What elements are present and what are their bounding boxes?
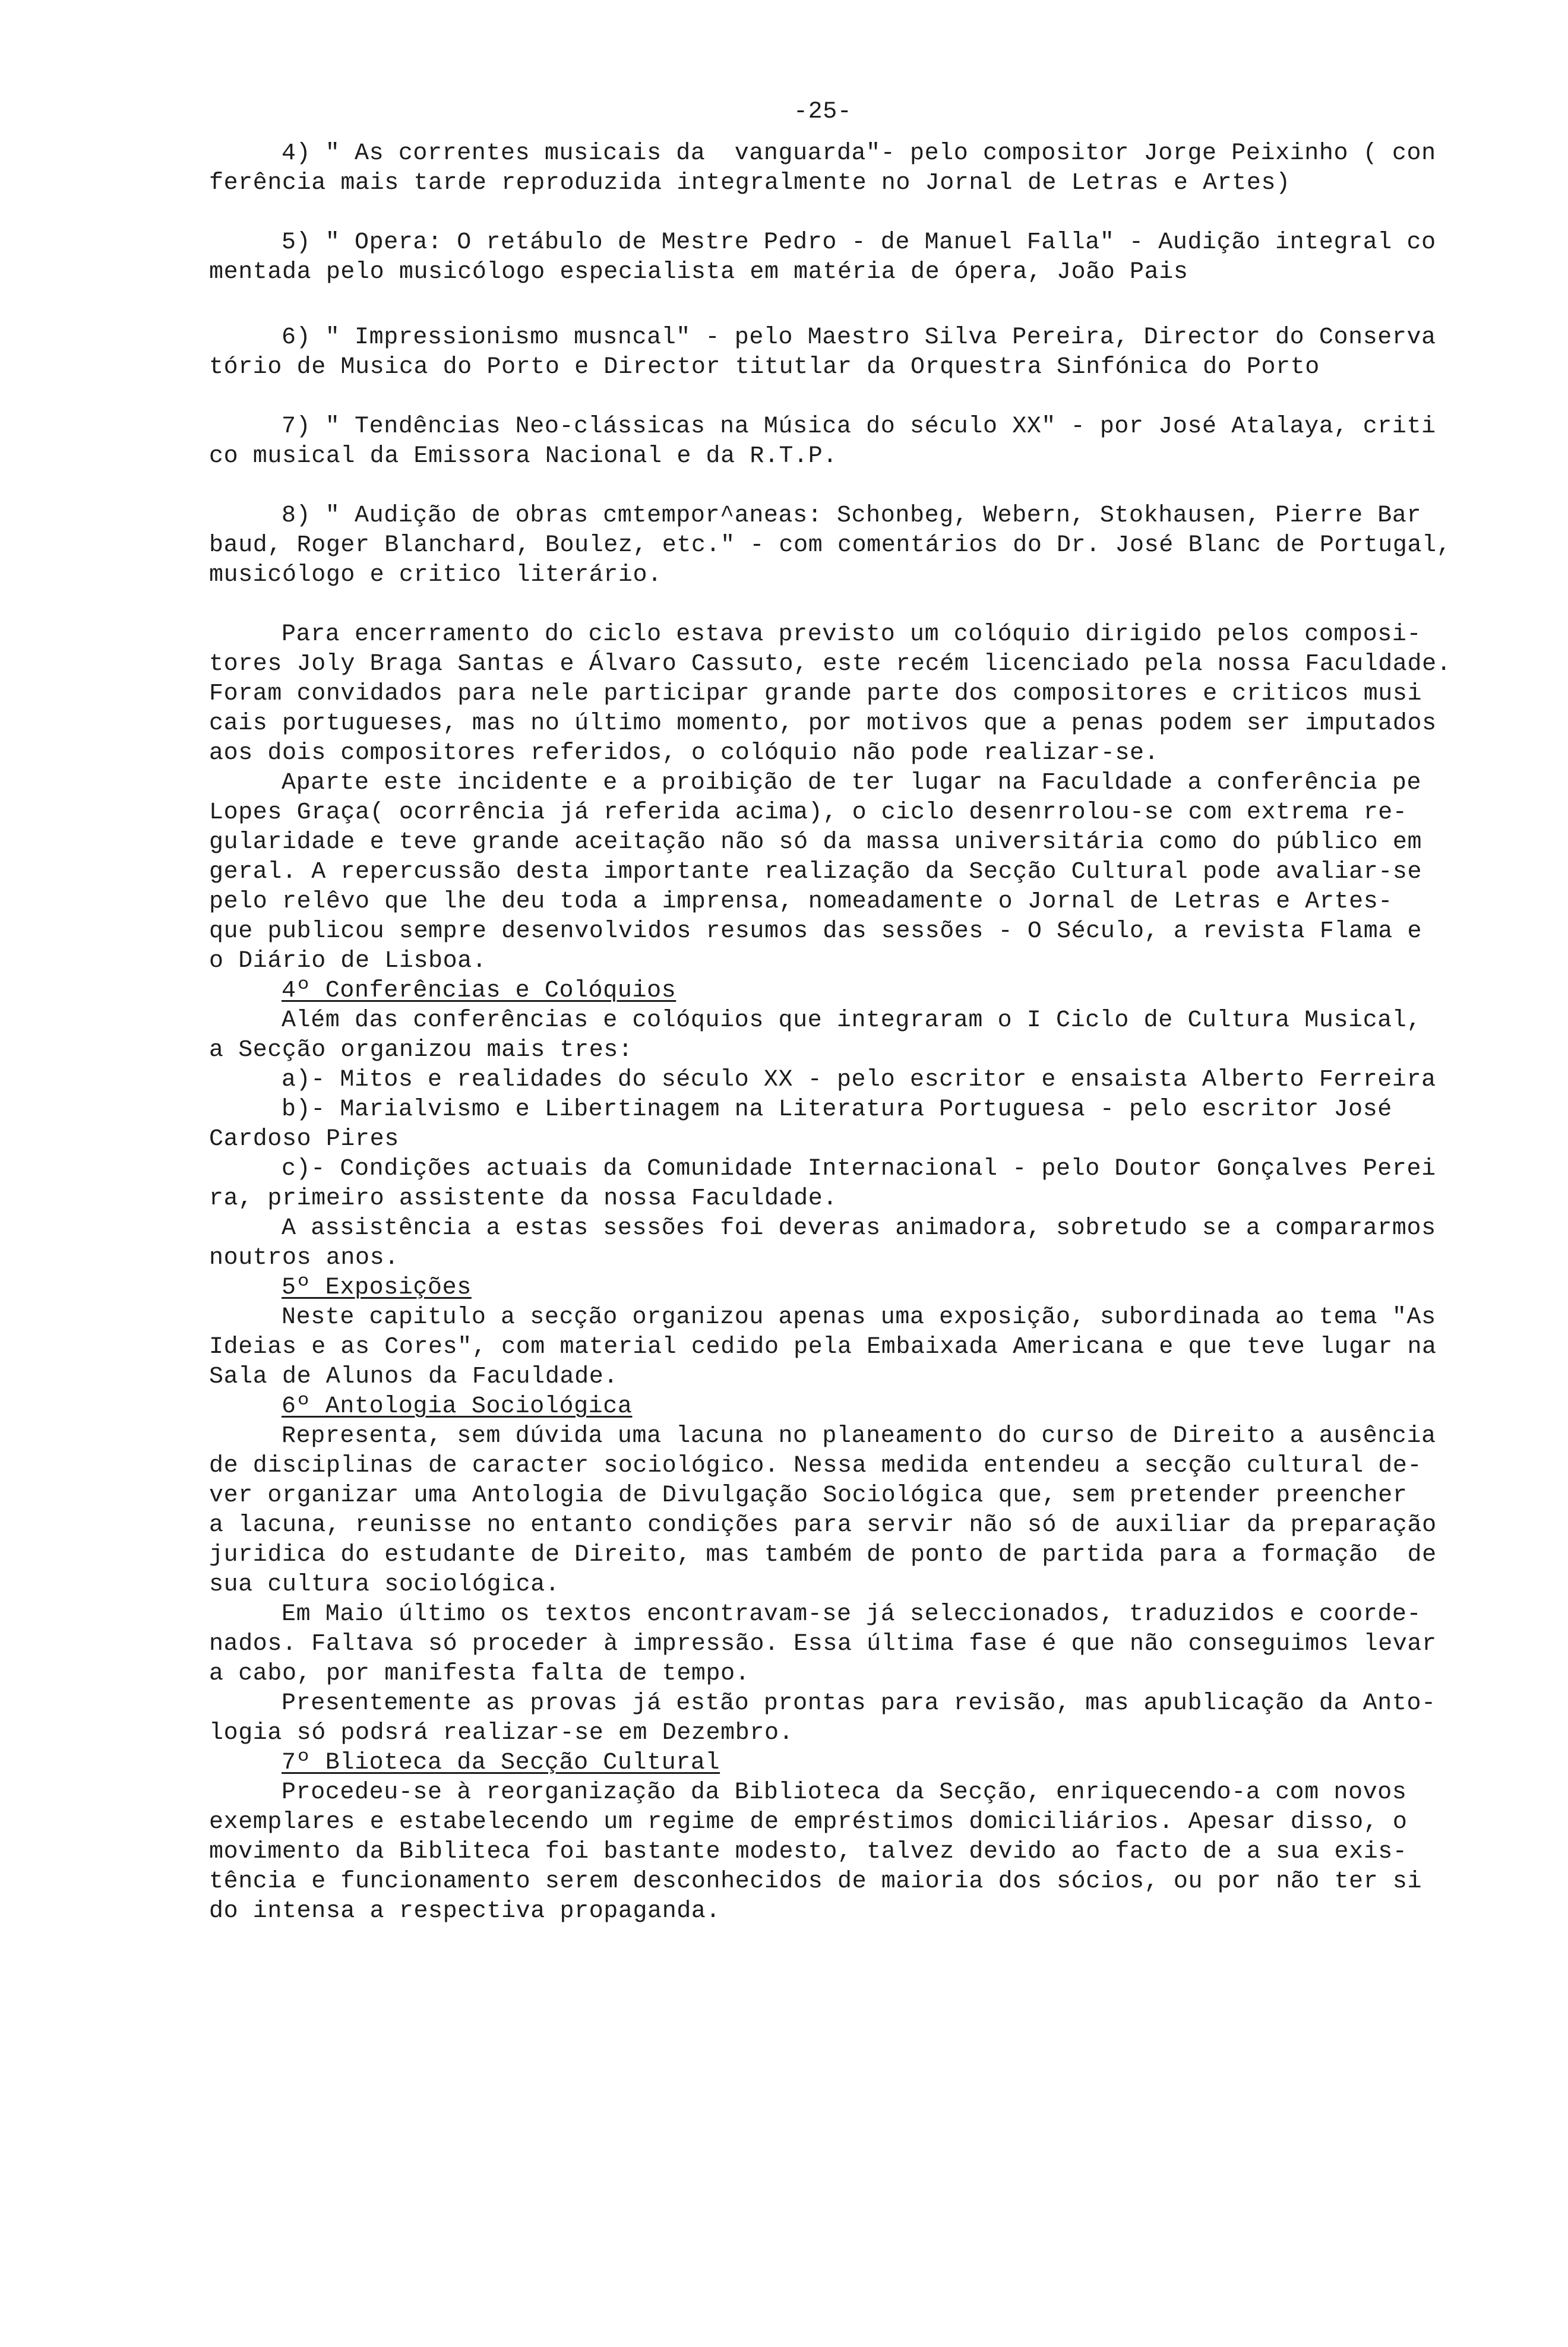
- body-line: que publicou sempre desenvolvidos resumos das sessões - O Século, a revista Flama e: [209, 918, 1422, 945]
- body-line: tores Joly Braga Santas e Álvaro Cassuto, este recém licenciado pela nossa Faculdade.: [209, 651, 1452, 678]
- body-line: Lopes Graça( ocorrência já referida acima), o ciclo desenrrolou-se com extrema re-: [209, 799, 1408, 826]
- body-line: Representa, sem dúvida uma lacuna no planeamento do curso de Direito a ausência: [282, 1423, 1436, 1450]
- body-line: geral. A repercussão desta importante realização da Secção Cultural pode avaliar-se: [209, 859, 1422, 885]
- body-line: a cabo, por manifesta falta de tempo.: [209, 1660, 750, 1687]
- body-line: o Diário de Lisboa.: [209, 948, 487, 975]
- body-line: Em Maio último os textos encontravam-se já seleccionados, traduzidos e coorde-: [282, 1601, 1422, 1628]
- body-line: ra, primeiro assistente da nossa Faculdade.: [209, 1185, 837, 1212]
- body-line: tência e funcionamento serem desconhecidos de maioria dos sócios, ou por não ter si: [209, 1868, 1422, 1895]
- body-line: c)- Condições actuais da Comunidade Internacional - pelo Doutor Gonçalves Perei: [282, 1156, 1436, 1182]
- body-line: a lacuna, reunisse no entanto condições para servir não só de auxiliar da preparação: [209, 1512, 1437, 1539]
- body-line: Cardoso Pires: [209, 1126, 399, 1153]
- body-line: cais portugueses, mas no último momento, por motivos que a penas podem ser imputados: [209, 710, 1437, 737]
- list-item-cont: musicólogo e critico literário.: [209, 562, 662, 589]
- body-line: Além das conferências e colóquios que integraram o I Ciclo de Cultura Musical,: [282, 1007, 1422, 1034]
- list-item-cont: co musical da Emissora Nacional e da R.T.P.: [209, 443, 837, 470]
- list-item: 5) " Opera: O retábulo de Mestre Pedro - de Manuel Falla" - Audição integral co: [282, 229, 1436, 256]
- body-line: Procedeu-se à reorganização da Biblioteca da Secção, enriquecendo-a com novos: [282, 1779, 1407, 1806]
- body-line: Aparte este incidente e a proibição de ter lugar na Faculdade a conferência pe: [282, 770, 1422, 796]
- body-line: Foram convidados para nele participar grande parte dos compositores e criticos musi: [209, 681, 1422, 707]
- list-item-cont: ferência mais tarde reproduzida integralmente no Jornal de Letras e Artes): [209, 170, 1291, 197]
- body-line: aos dois compositores referidos, o colóquio não pode realizar-se.: [209, 740, 1159, 767]
- body-line: sua cultura sociológica.: [209, 1571, 560, 1598]
- body-line: Para encerramento do ciclo estava previsto um colóquio dirigido pelos composi-: [282, 621, 1422, 648]
- body-line: de disciplinas de caracter sociológico. Nessa medida entendeu a secção cultural de-: [209, 1453, 1422, 1479]
- body-line: logia só podsrá realizar-se em Dezembro.: [209, 1720, 794, 1747]
- list-item-cont: tório de Musica do Porto e Director titutlar da Orquestra Sinfónica do Porto: [209, 354, 1320, 381]
- list-item-cont: baud, Roger Blanchard, Boulez, etc." - com comentários do Dr. José Blanc de Portugal,: [209, 532, 1452, 559]
- body-line: A assistência a estas sessões foi deveras animadora, sobretudo se a compararmos: [282, 1215, 1436, 1242]
- body-line: a Secção organizou mais tres:: [209, 1037, 633, 1064]
- section-heading: 7º Blioteca da Secção Cultural: [282, 1750, 720, 1776]
- section-heading: 6º Antologia Sociológica: [282, 1393, 633, 1420]
- body-line: b)- Marialvismo e Libertinagem na Literatura Portuguesa - pelo escritor José: [282, 1096, 1392, 1123]
- body-line: Ideias e as Cores", com material cedido pela Embaixada Americana e que teve lugar na: [209, 1334, 1437, 1361]
- list-item: 7) " Tendências Neo-clássicas na Música do século XX" - por José Atalaya, criti: [282, 413, 1436, 440]
- body-line: Sala de Alunos da Faculdade.: [209, 1364, 618, 1390]
- body-line: Presentemente as provas já estão prontas para revisão, mas apublicação da Anto-: [282, 1690, 1436, 1717]
- list-item: 6) " Impressionismo musncal" - pelo Maestro Silva Pereira, Director do Conserva: [282, 324, 1436, 351]
- body-line: nados. Faltava só proceder à impressão. Essa última fase é que não conseguimos levar: [209, 1631, 1437, 1658]
- body-line: pelo relêvo que lhe deu toda a imprensa, nomeadamente o Jornal de Letras e Artes-: [209, 888, 1393, 915]
- list-item-cont: mentada pelo musicólogo especialista em matéria de ópera, João Pais: [209, 259, 1188, 286]
- body-line: juridica do estudante de Direito, mas também de ponto de partida para a formação de: [209, 1542, 1437, 1568]
- body-line: ver organizar uma Antologia de Divulgação Sociológica que, sem pretender preencher: [209, 1482, 1408, 1509]
- body-line: movimento da Bibliteca foi bastante modesto, talvez devido ao facto de a sua exis-: [209, 1839, 1408, 1865]
- body-line: Neste capitulo a secção organizou apenas uma exposição, subordinada ao tema "As: [282, 1304, 1436, 1331]
- list-item: 4) " As correntes musicais da vanguarda"- pelo compositor Jorge Peixinho ( con: [282, 140, 1436, 167]
- page-number: -25-: [794, 99, 852, 125]
- body-line: a)- Mitos e realidades do século XX - pelo escritor e ensaista Alberto Ferreira: [282, 1067, 1436, 1093]
- list-item: 8) " Audição de obras cmtempor^aneas: Schonbeg, Webern, Stokhausen, Pierre Bar: [282, 502, 1422, 529]
- section-heading: 5º Exposições: [282, 1274, 472, 1301]
- body-line: do intensa a respectiva propaganda.: [209, 1898, 721, 1925]
- body-line: exemplares e estabelecendo um regime de empréstimos domiciliários. Apesar disso, o: [209, 1809, 1408, 1836]
- body-line: gularidade e teve grande aceitação não só da massa universitária como do público em: [209, 829, 1422, 856]
- section-heading: 4º Conferências e Colóquios: [282, 978, 676, 1004]
- body-line: noutros anos.: [209, 1245, 399, 1271]
